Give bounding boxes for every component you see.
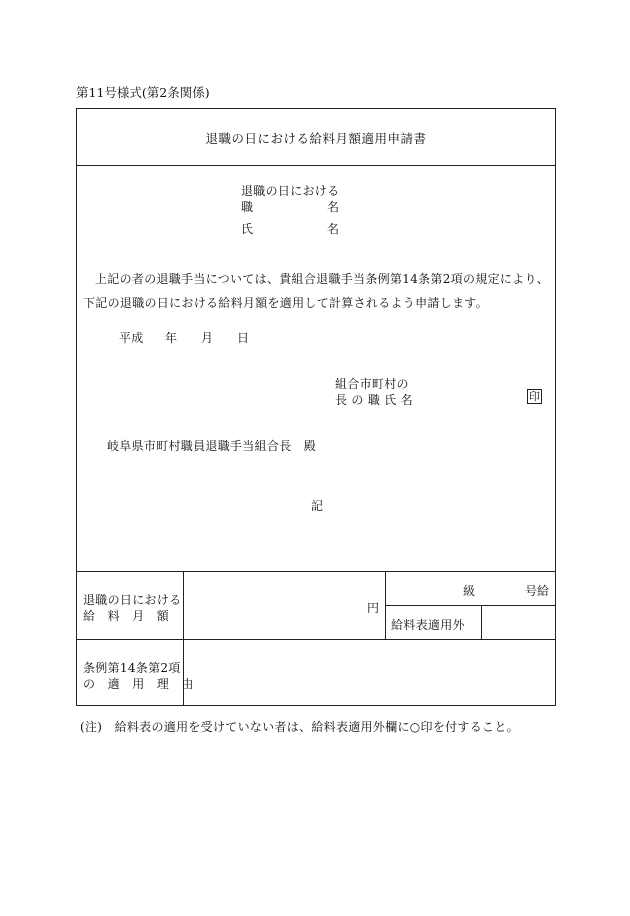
municipality-label-line1: 組合市町村の <box>335 377 409 391</box>
date-day: 日 <box>237 331 250 345</box>
name-label-char2: 名 <box>327 222 340 236</box>
form-title: 退職の日における給料月額適用申請書 <box>205 131 427 146</box>
seal-mark: 印 <box>529 390 540 403</box>
reason-label-line1: 条例第14条第2項 <box>83 661 181 675</box>
application-body-text: 上記の者の退職手当については、貴組合退職手当条例第14条第2項の規定により、下記の退職の日における給料月額を適用して計算されるよう申請します。 <box>83 272 550 310</box>
position-label-char2: 名 <box>327 200 340 214</box>
date-year: 年 <box>165 331 178 345</box>
title-divider <box>77 165 555 166</box>
name-label-char1: 氏 <box>241 222 254 236</box>
grade-unit: 級 <box>463 584 476 598</box>
addressee: 岐阜県市町村職員退職手当組合長 殿 <box>107 439 317 453</box>
step-unit: 号給 <box>525 584 550 598</box>
municipality-label-line2: 長 の 職 氏 名 <box>335 393 413 407</box>
salary-label-line2: 給 料 月 額 <box>83 609 170 623</box>
reason-label-line2: の 適 用 理 由 <box>83 677 194 691</box>
grade-row-divider <box>385 605 555 606</box>
table-middle-line <box>77 639 555 640</box>
date-era: 平成 <box>119 331 144 345</box>
outside-salary-table-label: 給料表適用外 <box>391 618 465 632</box>
form-number-label: 第11号様式(第2条関係) <box>76 85 210 100</box>
application-form-frame <box>76 108 556 706</box>
position-label-char1: 職 <box>241 200 254 214</box>
yen-unit: 円 <box>367 601 380 615</box>
ki-mark: 記 <box>311 499 324 513</box>
footnote: (注) 給料表の適用を受けていない者は、給料表適用外欄に○印を付すること。 <box>80 720 519 734</box>
salary-label-line1: 退職の日における <box>83 593 182 607</box>
table-top-line <box>77 571 555 572</box>
outside-table-divider <box>481 605 482 639</box>
position-label-line1: 退職の日における <box>241 184 340 198</box>
date-month: 月 <box>201 331 214 345</box>
